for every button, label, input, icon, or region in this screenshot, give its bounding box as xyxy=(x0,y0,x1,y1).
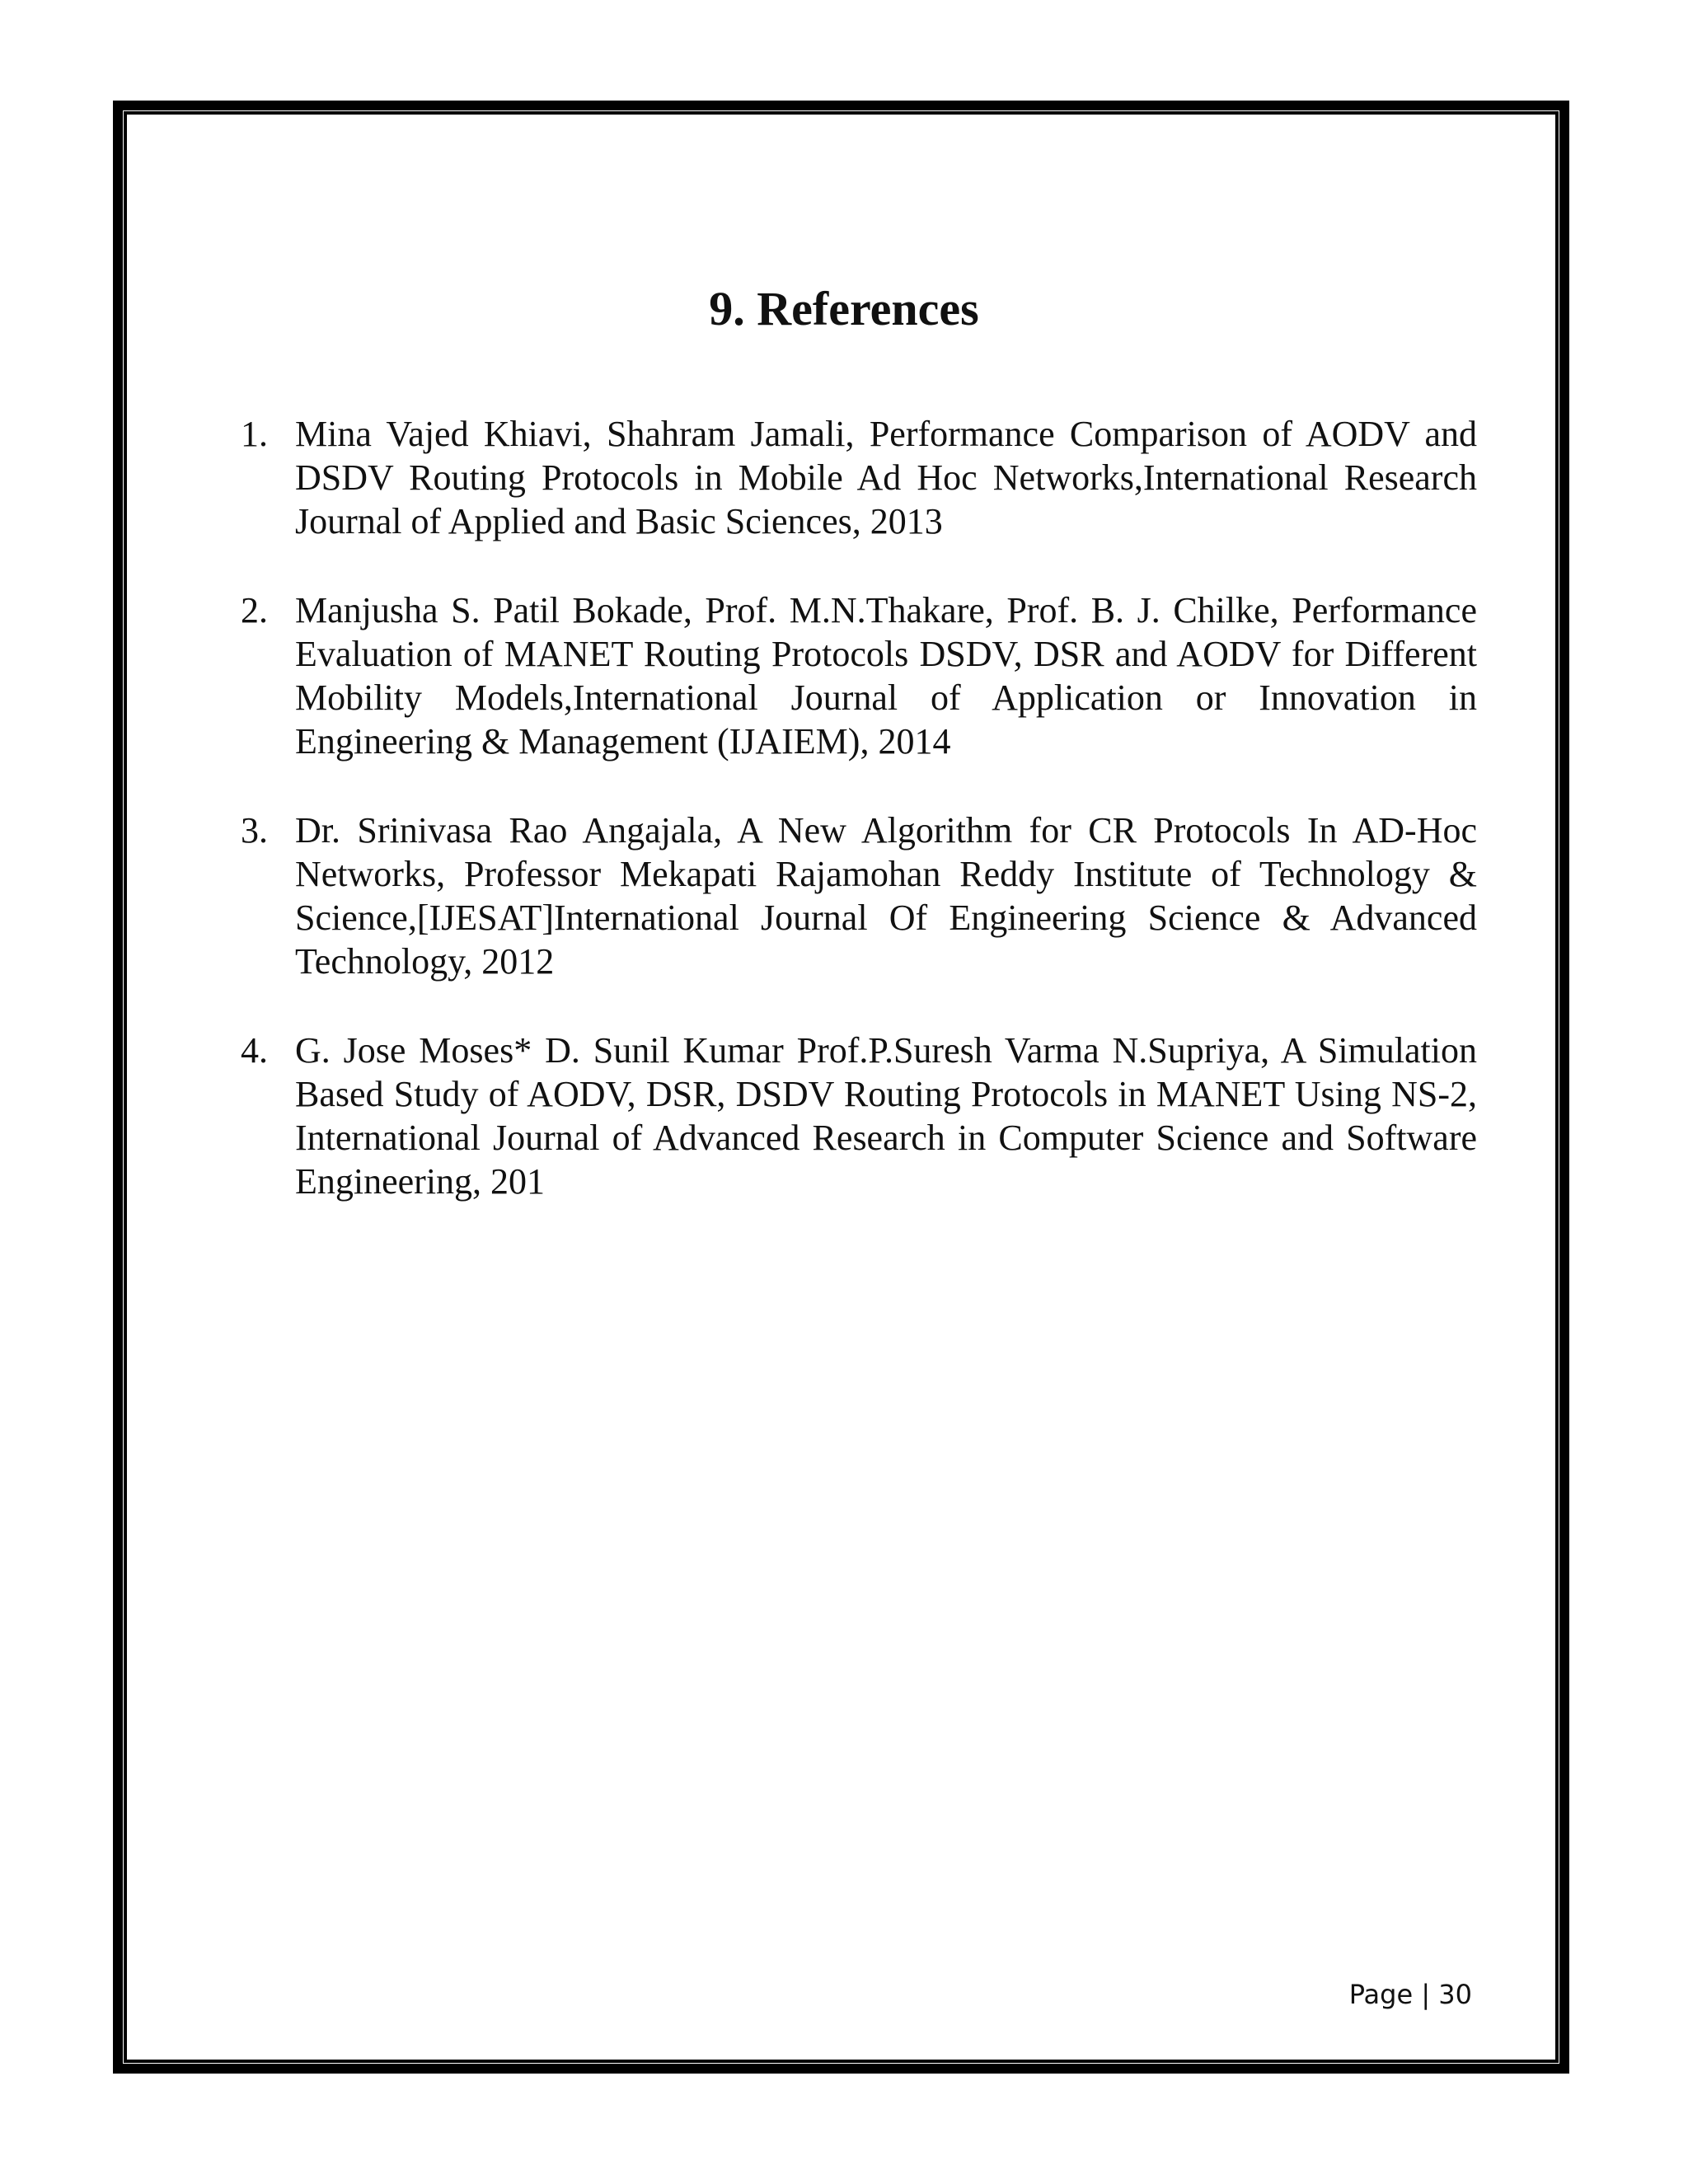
reference-item-1 xyxy=(241,412,1477,543)
reference-number: 3. xyxy=(241,810,268,851)
reference-text: Manjusha S. Patil Bokade, Prof. M.N.Thakare, Prof. B. J. Chilke, Performance Evaluation of MANET Routing Protocols DSDV, DSR and AODV for Different Mobility Models,International Journal of Application or Innovation in Engineering & Management (IJAIEM), 2014 xyxy=(295,590,1477,762)
reference-number: 2. xyxy=(241,590,268,630)
reference-item-4 xyxy=(241,1029,1477,1203)
section-title: 9. References xyxy=(709,282,979,335)
reference-text: G. Jose Moses* D. Sunil Kumar Prof.P.Suresh Varma N.Supriya, A Simulation Based Study of AODV, DSR, DSDV Routing Protocols in MANET Using NS-2, International Journal of Advanced Research in Computer Science and Software Engineering, 201 xyxy=(295,1030,1477,1202)
reference-item-2 xyxy=(241,588,1477,763)
reference-number: 4. xyxy=(241,1030,268,1071)
reference-number: 1. xyxy=(241,414,268,454)
reference-item-3 xyxy=(241,808,1477,983)
page-number: Page | 30 xyxy=(1348,1979,1472,2010)
reference-text: Dr. Srinivasa Rao Angajala, A New Algorithm for CR Protocols In AD-Hoc Networks, Professor Mekapati Rajamohan Reddy Institute of Technology & Science,[IJESAT]International Journal Of Engineering Science & Advanced Technology, 2012 xyxy=(295,810,1477,982)
reference-text: Mina Vajed Khiavi, Shahram Jamali, Performance Comparison of AODV and DSDV Routing Protocols in Mobile Ad Hoc Networks,International Research Journal of Applied and Basic Sciences, 2013 xyxy=(295,414,1477,541)
reference-list xyxy=(241,412,1477,1249)
